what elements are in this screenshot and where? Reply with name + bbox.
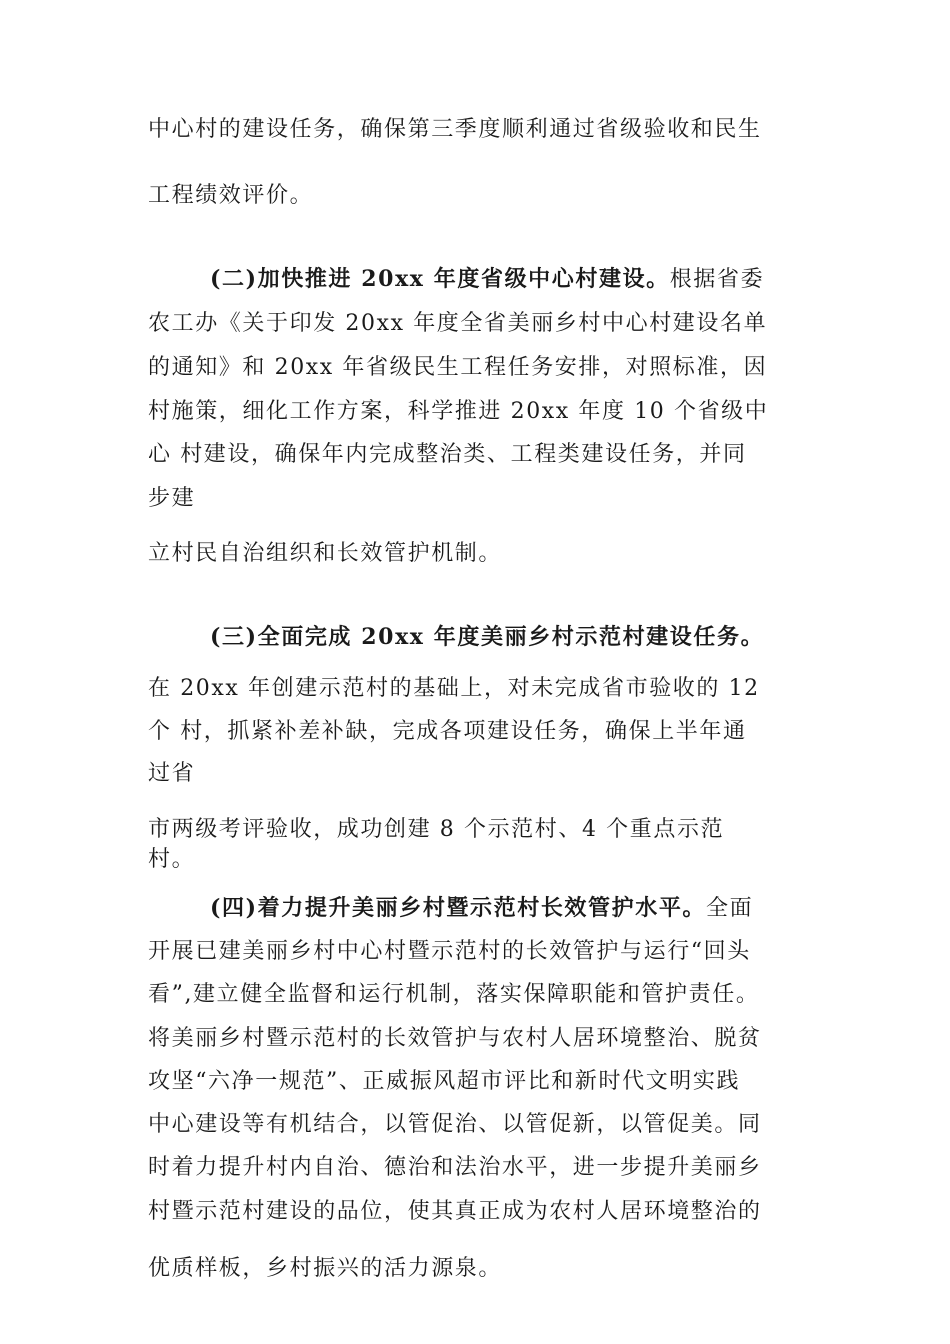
section-2-heading: (二)加快推进 20xx 年度省级中心村建设。 — [210, 266, 670, 292]
paragraph-line: 村。 — [148, 847, 196, 872]
paragraph-line: 农工办《关于印发 20xx 年度全省美丽乡村中心村建设名单 — [148, 311, 768, 336]
paragraph-line: 攻坚“六净一规范”、正威振风超市评比和新时代文明实践 — [148, 1069, 741, 1094]
paragraph-line: 步建 — [148, 486, 196, 511]
paragraph-line: 开展已建美丽乡村中心村暨示范村的长效管护与运行“回头 — [148, 939, 751, 964]
section-4-heading-line — [210, 893, 753, 924]
paragraph-line: 工程绩效评价。 — [148, 183, 314, 208]
paragraph-line: 市两级考评验收，成功创建 8 个示范村、4 个重点示范 — [148, 817, 725, 842]
paragraph-line: 立村民自治组织和长效管护机制。 — [148, 541, 503, 566]
paragraph-line: 中心村的建设任务，确保第三季度顺利通过省级验收和民生 — [148, 117, 762, 142]
paragraph-line: 优质样板，乡村振兴的活力源泉。 — [148, 1256, 503, 1281]
paragraph-line: 中心建设等有机结合，以管促治、以管促新，以管促美。同 — [148, 1112, 762, 1137]
section-2-heading-line — [210, 264, 764, 295]
paragraph-line: 村施策，细化工作方案，科学推进 20xx 年度 10 个省级中 — [148, 399, 769, 424]
paragraph-line: 心 村建设，确保年内完成整治类、工程类建设任务，并同 — [148, 442, 747, 467]
paragraph-line: 时着力提升村内自治、德治和法治水平，进一步提升美丽乡 — [148, 1155, 762, 1180]
paragraph-line: 看”,建立健全监督和运行机制，落实保障职能和管护责任。 — [148, 982, 760, 1007]
paragraph-line: 村暨示范村建设的品位，使其真正成为农村人居环境整治的 — [148, 1199, 762, 1224]
paragraph-line: 的通知》和 20xx 年省级民生工程任务安排，对照标准，因 — [148, 355, 768, 380]
section-4-heading: (四)着力提升美丽乡村暨示范村长效管护水平。 — [210, 895, 707, 921]
paragraph-line: 将美丽乡村暨示范村的长效管护与农村人居环境整治、脱贫 — [148, 1026, 762, 1051]
section-3-heading: (三)全面完成 20xx 年度美丽乡村示范村建设任务。 — [210, 624, 765, 650]
paragraph-line: 个 村，抓紧补差补缺，完成各项建设任务，确保上半年通 — [148, 719, 747, 744]
section-4-heading-tail: 全面 — [706, 896, 754, 921]
paragraph-line: 过省 — [148, 761, 196, 786]
section-2-heading-tail: 根据省委 — [669, 267, 765, 292]
paragraph-line: 在 20xx 年创建示范村的基础上，对未完成省市验收的 12 — [148, 676, 760, 701]
